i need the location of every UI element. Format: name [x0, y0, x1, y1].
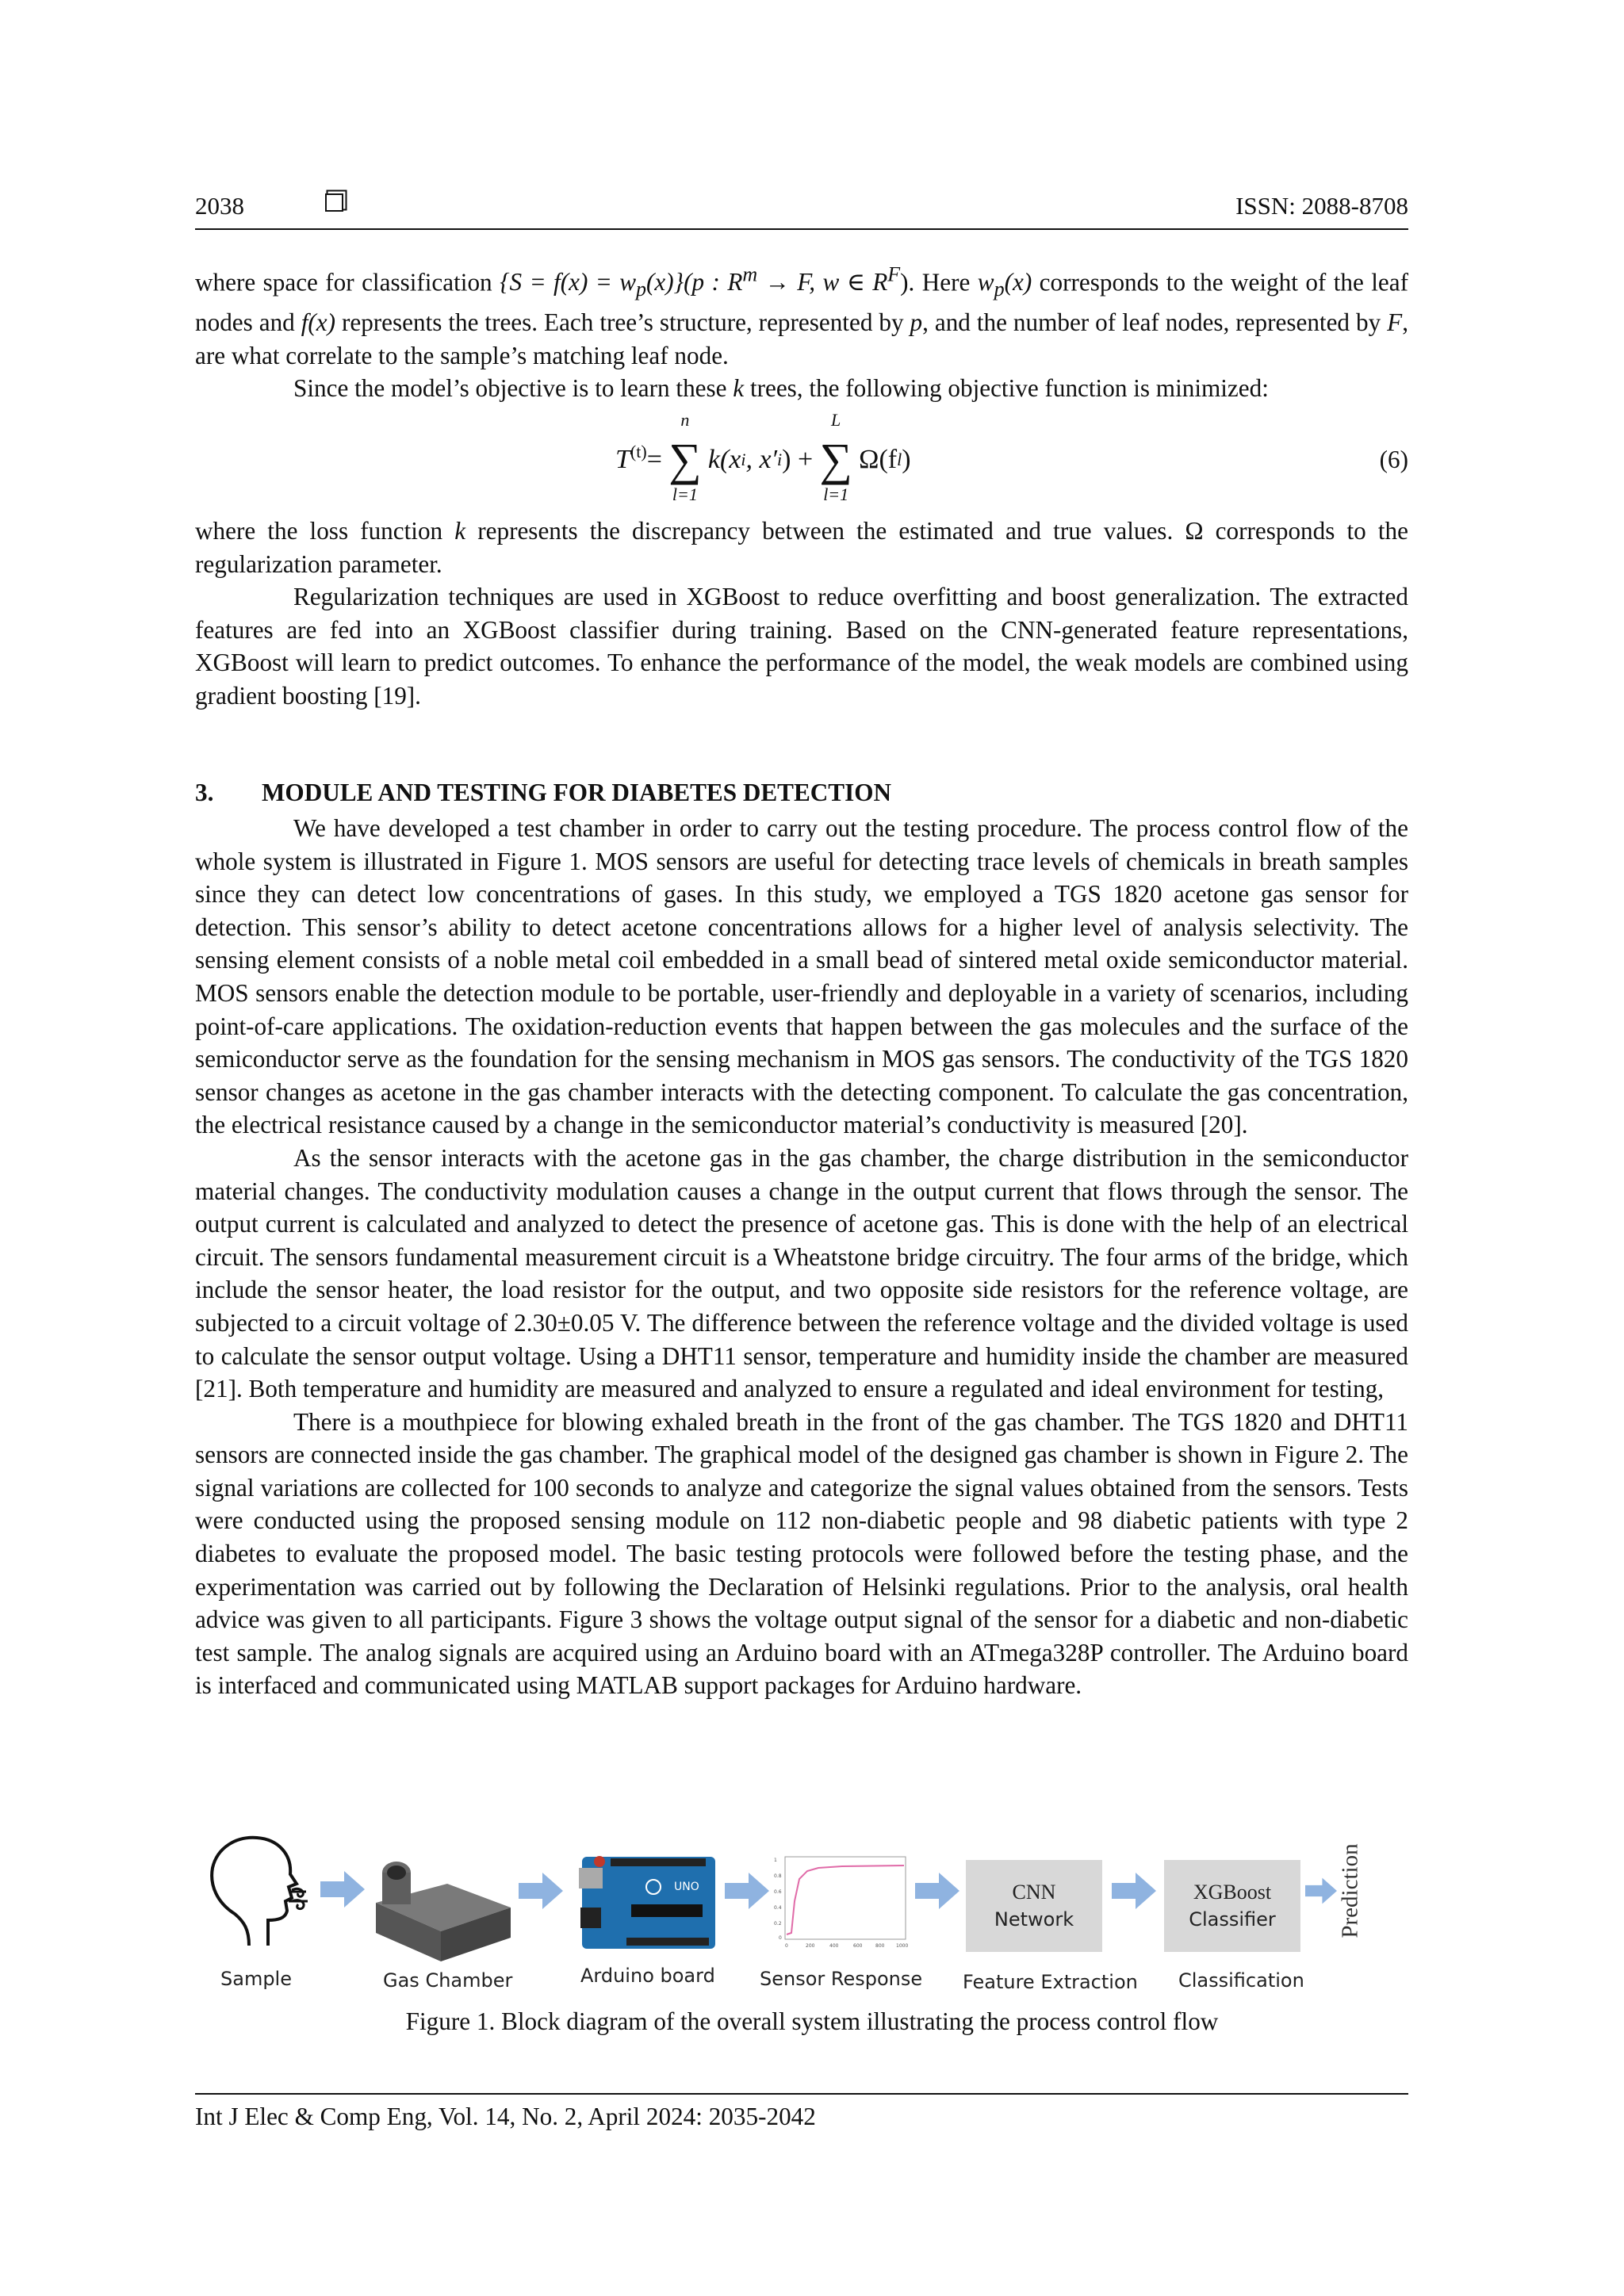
flow-arrow [1112, 1873, 1156, 1909]
page-header [195, 192, 1408, 228]
sum-operator: L ∑ l=1 [819, 409, 852, 504]
flow-arrow [519, 1873, 563, 1909]
flow-arrow [915, 1873, 959, 1909]
paragraph: Regularization techniques are used in XGBoost to reduce overfitting and boost generalization. The extracted features are fed into an XGBoost classifier during training. Based on the CNN-generated feature representations, XGBoost will learn to predict outcomes. To enhance the performance of the model, the weak models are combined using gradient boosting [19]. [195, 583, 1408, 710]
svg-text:0.2: 0.2 [774, 1921, 782, 1927]
label-sample: Sample [220, 1968, 292, 1990]
section-heading: 3. MODULE AND TESTING FOR DIABETES DETECTION [195, 779, 892, 806]
svg-text:600: 600 [853, 1943, 863, 1949]
footer-rule [195, 2093, 1408, 2095]
svg-text:1000: 1000 [896, 1943, 909, 1949]
body-text [195, 258, 1408, 713]
header-rule [195, 228, 1408, 230]
figure-caption: Figure 1. Block diagram of the overall system illustrating the process control flow [405, 2007, 1219, 2035]
figure-1 [195, 1831, 1408, 2006]
label-feature-extraction: Feature Extraction [963, 1971, 1138, 1993]
arduino-board-image [579, 1852, 718, 1952]
gas-chamber-image [368, 1855, 519, 1966]
svg-text:0.8: 0.8 [774, 1873, 782, 1879]
label-arduino: Arduino board [580, 1965, 715, 1987]
xgboost-classifier-box: XGBoost Classifier [1164, 1860, 1300, 1952]
box-icon [325, 193, 343, 212]
issn: ISSN: 2088-8708 [1235, 192, 1408, 220]
svg-text:400: 400 [829, 1943, 839, 1949]
paragraph: where the loss function k represents the discrepancy between the estimated and true values. Ω corresponds to the regularization parameter. [195, 517, 1408, 578]
page-footer: Int J Elec & Comp Eng, Vol. 14, No. 2, April 2024: 2035-2042 [195, 2103, 816, 2130]
svg-text:200: 200 [806, 1943, 815, 1949]
svg-text:0.6: 0.6 [774, 1889, 782, 1895]
cnn-network-box: CNN Network [966, 1860, 1102, 1952]
equation-6 [195, 405, 1408, 515]
prediction-label: Prediction [1337, 1843, 1363, 1938]
paragraph: As the sensor interacts with the acetone gas in the gas chamber, the charge distribution in the semiconductor material changes. The conductivity modulation causes a change in the output current that flows through the sensor. The output current is calculated and analyzed to detect the presence of acetone gas. This is done with the help of an electrical circuit. The sensors fundamental measurement circuit is a Wheatstone bridge circuitry. The four arms of the bridge, which include the sensor heater, the load resistor for the output, and two opposite side resistors for the reference voltage, are subjected to a circuit voltage of 2.30±0.05 V. The difference between the reference voltage and the divided voltage is used to calculate the sensor output voltage. Using a DHT11 sensor, temperature and humidity inside the chamber are measured [21]. Both temperature and humidity are measured and analyzed to ensure a regulated and ideal environment for testing, [195, 1143, 1408, 1403]
svg-text:0: 0 [779, 1935, 782, 1941]
svg-text:0: 0 [785, 1943, 788, 1949]
equation-number: (6) [1379, 446, 1408, 473]
equation-body: T $^{(t)}$ = n ∑ l=1 k(x i , x′ i ) + L ∑ l=1 Ω(f l ) [615, 409, 911, 504]
flow-arrow [725, 1873, 769, 1909]
sensor-response-plot [771, 1854, 912, 1957]
person-head-icon [203, 1835, 314, 1954]
paragraph: Since the model’s objective is to learn these k trees, the following objective function is minimized: [293, 374, 1269, 403]
page-number: 2038 [195, 192, 244, 220]
arduino-uno-text: UNO [674, 1881, 699, 1893]
label-gas-chamber: Gas Chamber [383, 1969, 513, 1992]
label-sensor-response: Sensor Response [760, 1968, 923, 1990]
svg-text:1: 1 [774, 1858, 777, 1863]
paragraph: There is a mouthpiece for blowing exhaled breath in the front of the gas chamber. The TGS 1820 and DHT11 sensors are connected inside the gas chamber. The graphical model of the designed gas chamber is shown in Figure 2. The signal variations are collected for 100 seconds to analyze and categorize the signal values obtained from the sensors. Tests were conducted using the proposed sensing module on 112 non-diabetic people and 98 diabetic patients with type 2 diabetes to evaluate the proposed model. The basic testing protocols were followed before the testing phase, and the experimentation was carried out by following the Declaration of Helsinki regulations. Prior to the analysis, oral health advice was given to all participants. Figure 3 shows the voltage output signal of the sensor for a diabetic and non-diabetic test sample. The analog signals are acquired using an Arduino board with an ATmega328P controller. The Arduino board is interfaced and communicated using MATLAB support packages for Arduino hardware. [195, 1407, 1408, 1700]
section-body [195, 812, 1408, 1702]
sum-operator: n ∑ l=1 [668, 409, 702, 504]
paragraph: where space for classification $\{S = f(x) = w_p(x)\}(p$ : $R^m \to F$, w ∈ $R^F$). Here $w_p(x)$ corresponds to the weight of the leaf nodes and f(x) represents the trees. Each tree’s structure, represented by p, and the number of leaf nodes, represented by F, are what correlate to the sample’s matching leaf node. [195, 263, 1408, 369]
label-classification: Classification [1178, 1969, 1304, 1992]
paragraph: We have developed a test chamber in order to carry out the testing procedure. The process control flow of the whole system is illustrated in Figure 1. MOS sensors are useful for detecting trace levels of chemicals in breath samples since they can detect low concentrations of gases. In this study, we employed a TGS 1820 acetone gas sensor for detection. This sensor’s ability to detect acetone concentrations allows for a higher level of analysis selectivity. The sensing element consists of a noble metal coil embedded in a small bead of sintered metal oxide semiconductor material. MOS sensors enable the detection module to be portable, user-friendly and deployable in a variety of scenarios, including point-of-care applications. The oxidation-reduction events that happen between the gas molecules and the surface of the semiconductor serve as the foundation for the sensing mechanism in MOS gas sensors. The conductivity of the TGS 1820 sensor changes as acetone in the gas chamber interacts with the detecting component. To calculate the gas concentration, the electrical resistance caused by a change in the semiconductor material’s conductivity is measured [20]. [195, 814, 1408, 1139]
svg-text:0.4: 0.4 [774, 1905, 782, 1911]
flow-arrow [320, 1871, 365, 1908]
svg-text:800: 800 [875, 1943, 885, 1949]
math-inline: $\{S = f(x) = w_p(x)\}(p$ : $R^m \to F$, w ∈ $R^F$ [500, 263, 901, 301]
